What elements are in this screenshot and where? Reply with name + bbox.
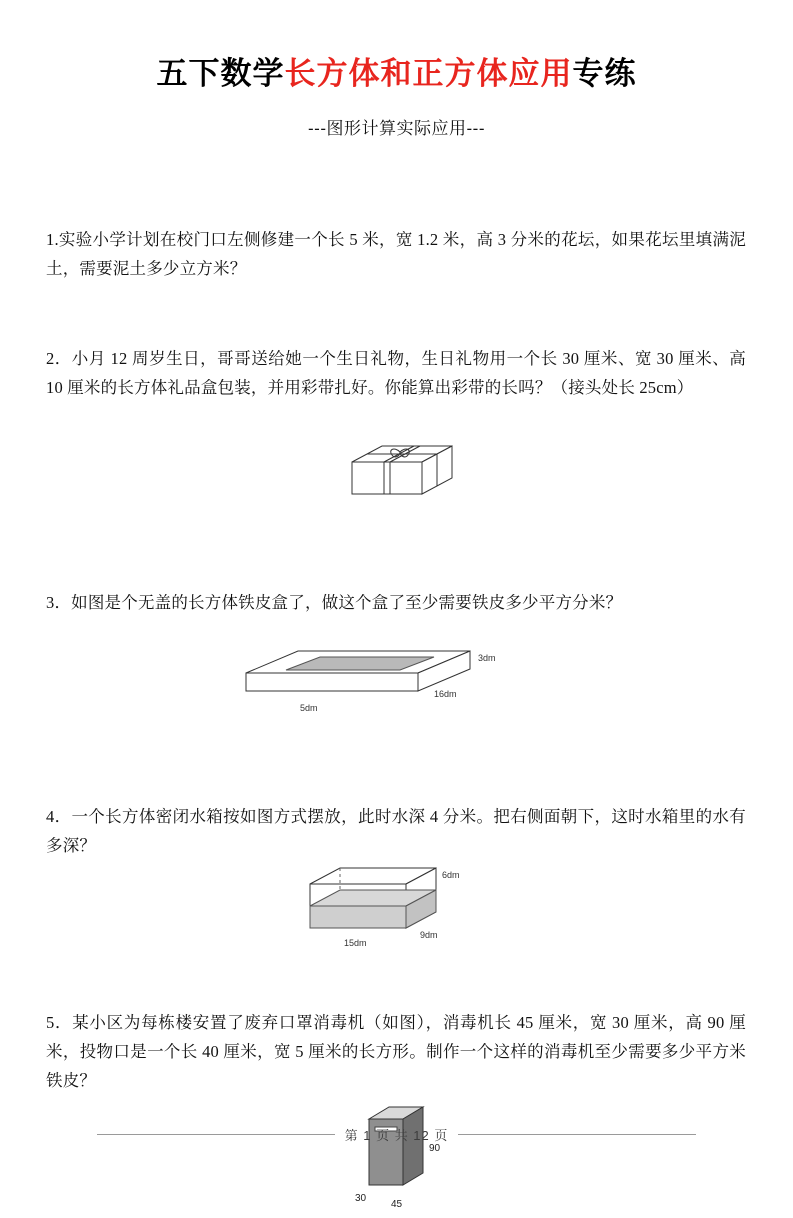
open-tray-icon [238,645,528,735]
water-tank-icon [300,866,500,962]
tank-label-height: 6dm [442,870,460,880]
sterilizer-label-height: 90 [429,1143,441,1154]
question-5: 5．某小区为每栋楼安置了废弃口罩消毒机（如图），消毒机长 45 厘米，宽 30 厘米，高 90 厘米，投物口是一个长 40 厘米，宽 5 厘米的长方形。制作一个这样的消毒机至少需要多少平方米铁皮？ [46,1013,746,1090]
tray-label-length: 16dm [434,689,457,699]
question-1: 1.实验小学计划在校门口左侧修建一个长 5 米，宽 1.2 米，高 3 分米的花坛，如果花坛里填满泥土，需要泥土多少立方米？ [46,230,746,278]
title-prefix: 五下数学 [156,56,285,91]
page-footer [0,1125,793,1144]
water-tank-figure [300,866,500,967]
question-4: 4．一个长方体密闭水箱按如图方式摆放，此时水深 4 分米。把右侧面朝下，这时水箱里的水有多深？ [46,807,746,855]
tank-label-length: 15dm [344,938,367,948]
sterilizer-icon [355,1103,475,1213]
gift-box-figure [330,436,470,521]
open-tray-figure [238,645,528,740]
footer-rule-left [97,1134,335,1135]
footer-text: 第 1 页 共 12 页 [344,1128,449,1143]
question-2: 2．小月 12 周岁生日，哥哥送给她一个生日礼物，生日礼物用一个长 30 厘米、宽 30 厘米、高 10 厘米的长方体礼品盒包装，并用彩带扎好。你能算出彩带的长吗？（接头处长 25cm） [46,349,746,397]
page-subtitle: ---图形计算实际应用--- [308,118,485,138]
gift-box-icon [330,436,470,516]
sterilizer-label-depth: 30 [355,1193,367,1204]
sterilizer-figure [355,1103,475,1218]
page-title [46,48,747,93]
worksheet-page [0,48,793,1210]
tray-label-height: 3dm [478,653,496,663]
title-suffix: 专练 [572,56,637,91]
tank-label-width: 9dm [420,930,438,940]
title-highlight: 长方体和正方体应用 [284,56,573,91]
tray-label-width: 5dm [300,703,318,713]
footer-rule-right [458,1134,696,1135]
sterilizer-label-width: 45 [391,1199,403,1210]
question-3: 3．如图是个无盖的长方体铁皮盒了，做这个盒了至少需要铁皮多少平方分米？ [46,593,623,612]
